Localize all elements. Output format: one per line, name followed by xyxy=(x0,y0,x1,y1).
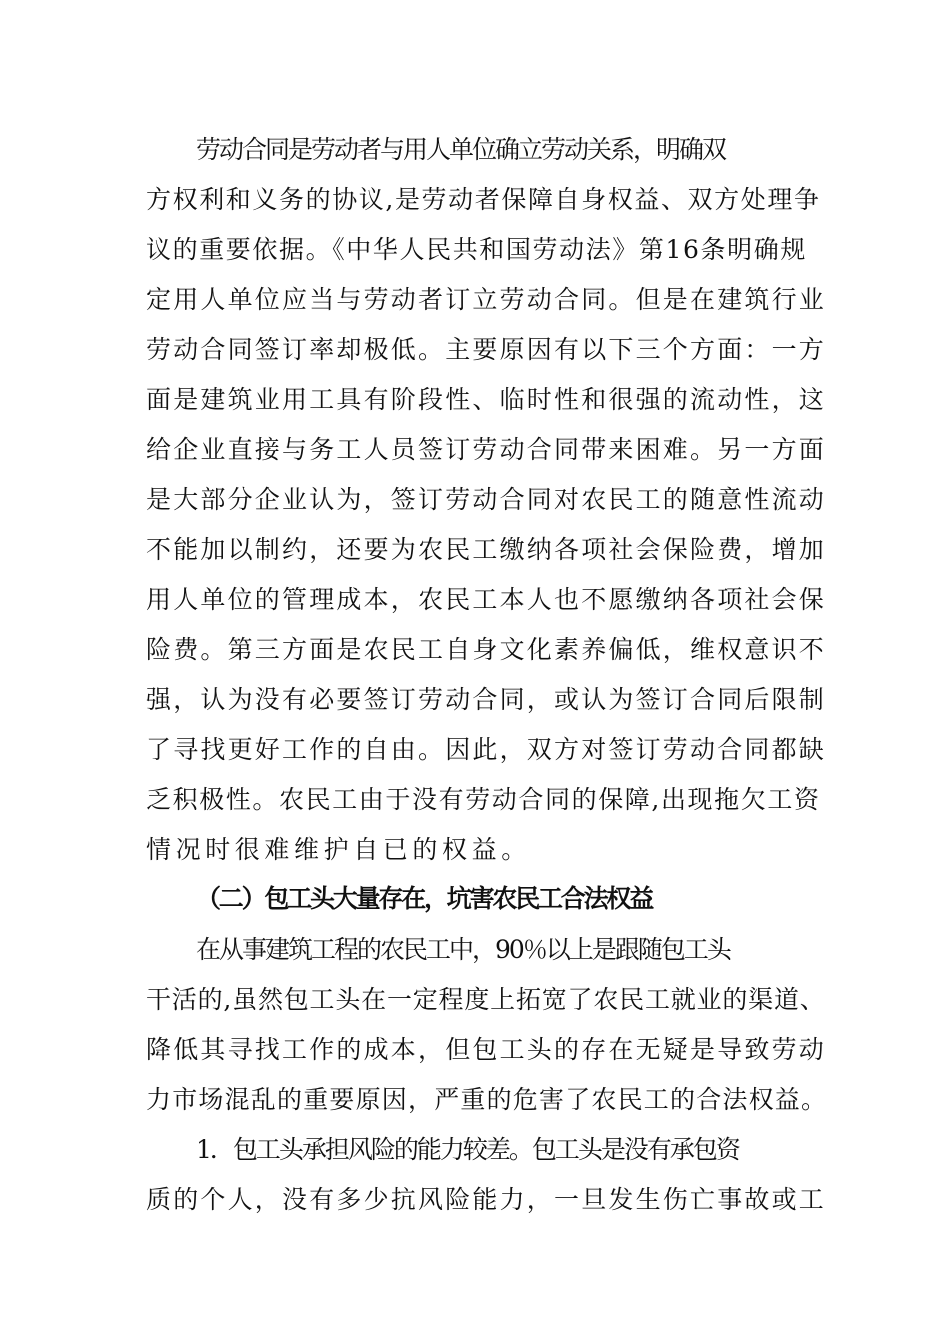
paragraph-line: 降低其寻找工作的成本，但包工头的存在无疑是导致劳动 xyxy=(146,1035,827,1064)
paragraph-line: 劳动合同签订率却极低。主要原因有以下三个方面：一方 xyxy=(146,335,827,364)
paragraph-line: 干活的,虽然包工头在一定程度上拓宽了农民工就业的渠道、 xyxy=(146,985,826,1014)
paragraph-line: 了寻找更好工作的自由。因此，双方对签订劳动合同都缺 xyxy=(146,735,827,764)
paragraph-line: 是大部分企业认为，签订劳动合同对农民工的随意性流动 xyxy=(146,485,827,514)
paragraph-line: 不能加以制约，还要为农民工缴纳各项社会保险费，增加 xyxy=(146,535,827,564)
paragraph-line: 给企业直接与务工人员签订劳动合同带来困难。另一方面 xyxy=(146,435,827,464)
paragraph-line: 议的重要依据。《中华人民共和国劳动法》第16条明确规 xyxy=(146,235,807,264)
section-heading: （二）包工头大量存在，坑害农民工合法权益 xyxy=(196,884,653,913)
paragraph-line: 面是建筑业用工具有阶段性、临时性和很强的流动性，这 xyxy=(146,385,827,414)
paragraph-line: 乏积极性。农民工由于没有劳动合同的保障,出现拖欠工资 xyxy=(146,785,821,814)
paragraph-line: 质的个人，没有多少抗风险能力，一旦发生伤亡事故或工 xyxy=(146,1185,827,1214)
paragraph-line: 情况时很难维护自已的权益。 xyxy=(146,835,531,864)
paragraph-line: 险费。第三方面是农民工自身文化素养偏低，维权意识不 xyxy=(146,635,827,664)
paragraph-line: 1．包工头承担风险的能力较差。包工头是没有承包资 xyxy=(196,1135,739,1164)
paragraph-line: 力市场混乱的重要原因，严重的危害了农民工的合法权益。 xyxy=(146,1085,828,1114)
paragraph-line: 方权利和义务的协议,是劳动者保障自身权益、双方处理争 xyxy=(146,185,821,214)
paragraph-line: 用人单位的管理成本，农民工本人也不愿缴纳各项社会保 xyxy=(146,585,827,614)
paragraph-line: 定用人单位应当与劳动者订立劳动合同。但是在建筑行业 xyxy=(146,285,827,314)
paragraph-line: 在从事建筑工程的农民工中，90％以上是跟随包工头 xyxy=(196,935,730,964)
paragraph-line: 劳动合同是劳动者与用人单位确立劳动关系，明确双 xyxy=(196,135,726,164)
paragraph-line: 强，认为没有必要签订劳动合同，或认为签订合同后限制 xyxy=(146,685,827,714)
